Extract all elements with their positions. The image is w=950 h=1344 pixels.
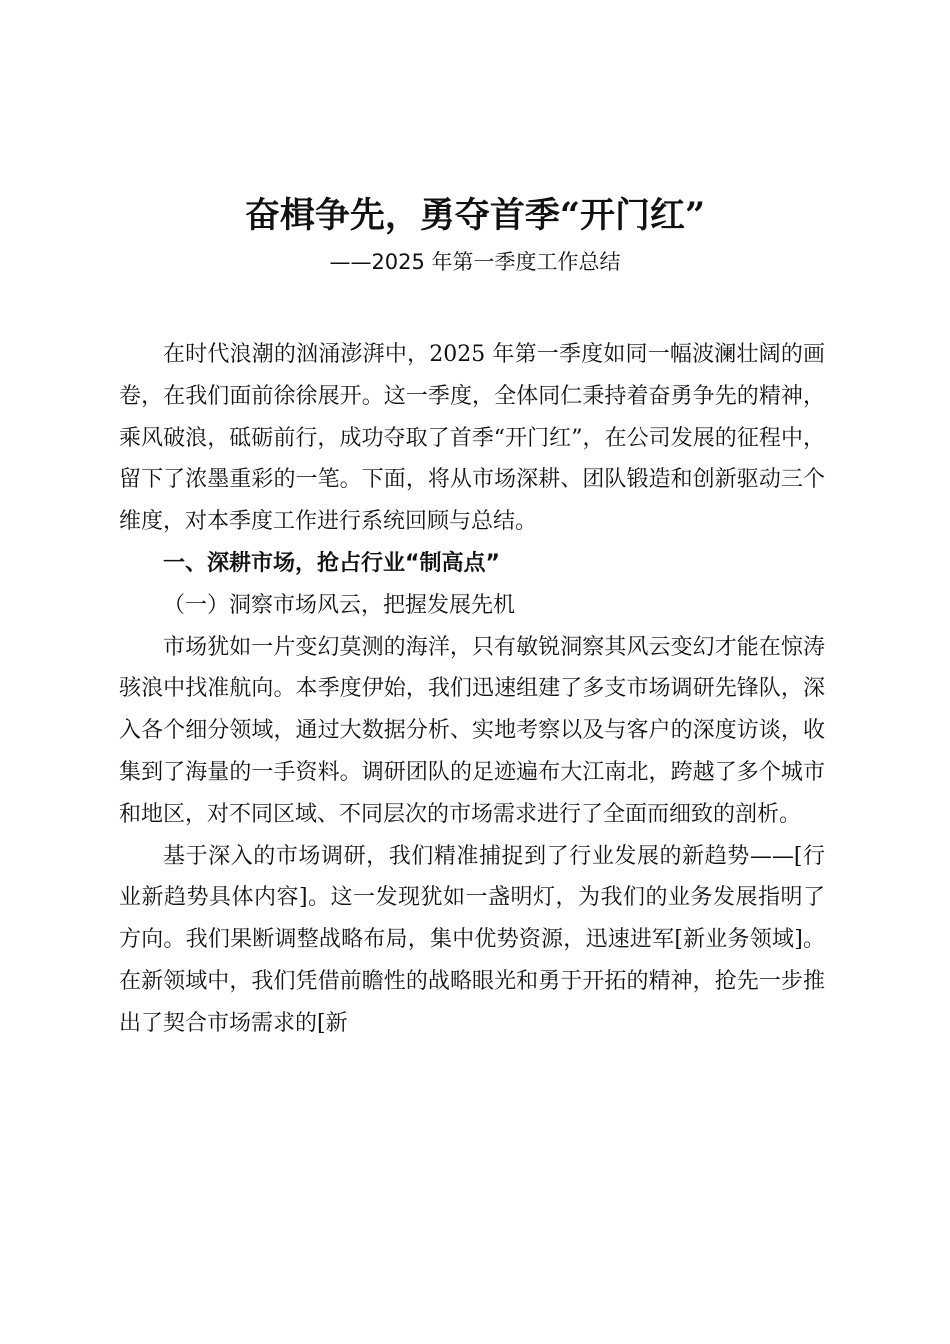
document-body — [119, 334, 825, 1045]
section-heading: 一、深耕市场，抢占行业“制高点” — [163, 550, 500, 576]
document-subtitle: ——2025 年第一季度工作总结 — [329, 250, 621, 274]
document-title: 奋楫争先，勇夺首季“开门红” — [244, 195, 706, 236]
intro-paragraph: 在时代浪潮的汹涌澎湃中，2025 年第一季度如同一幅波澜壮阔的画卷，在我们面前徐徐展开。这一季度，全体同仁秉持着奋勇争先的精神，乘风破浪，砥砺前行，成功夺取了首季“开门红”，在公司发展的征程中，留下了浓墨重彩的一笔。下面，将从市场深耕、团队锻造和创新驱动三个维度，对本季度工作进行系统回顾与总结。 — [119, 342, 825, 535]
subsection-heading: （一）洞察市场风云，把握发展先机 — [163, 592, 516, 618]
body-paragraph: 基于深入的市场调研，我们精准捕捉到了行业发展的新趋势——[行业新趋势具体内容]。这一发现犹如一盏明灯，为我们的业务发展指明了方向。我们果断调整战略布局，集中优势资源，迅速进军[新业务领域]。在新领域中，我们凭借前瞻性的战略眼光和勇于开拓的精神，抢先一步推出了契合市场需求的[新 — [119, 843, 825, 1036]
body-paragraph: 市场犹如一片变幻莫测的海洋，只有敏锐洞察其风云变幻才能在惊涛骇浪中找准航向。本季度伊始，我们迅速组建了多支市场调研先锋队，深入各个细分领域，通过大数据分析、实地考察以及与客户的深度访谈，收集到了海量的一手资料。调研团队的足迹遍布大江南北，跨越了多个城市和地区，对不同区域、不同层次的市场需求进行了全面而细致的剖析。 — [119, 634, 825, 827]
